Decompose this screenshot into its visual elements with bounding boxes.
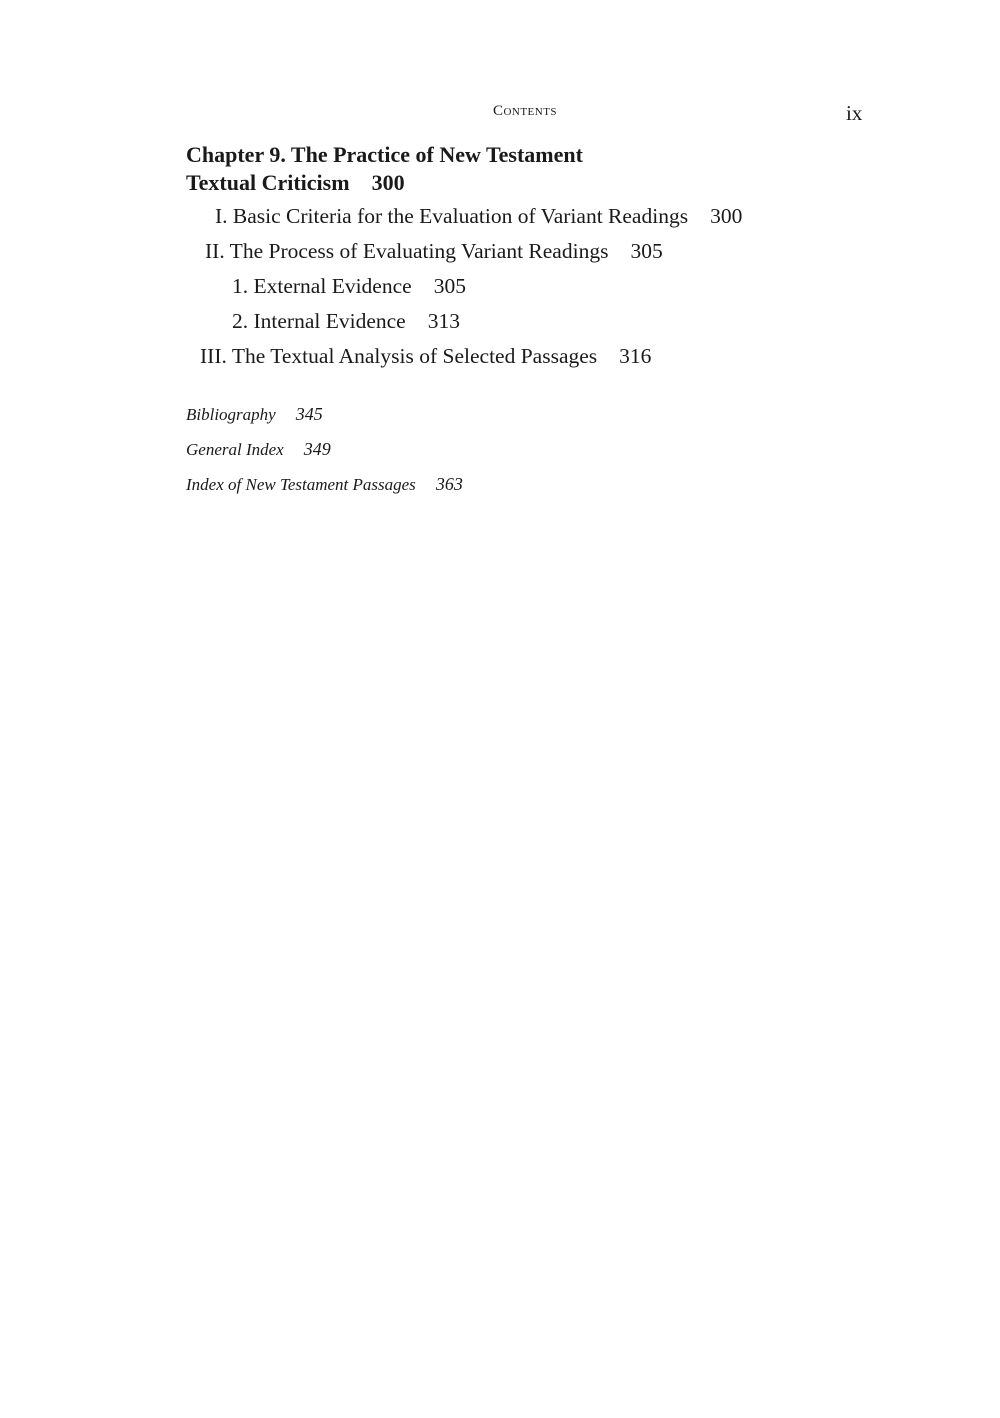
toc-entry-page: 316 xyxy=(619,344,652,368)
back-matter-label: Index of New Testament Passages xyxy=(186,475,416,494)
chapter-page: 300 xyxy=(371,170,405,195)
toc-entry-label: II. The Process of Evaluating Variant Readings xyxy=(205,239,609,263)
chapter-title-line2 xyxy=(186,169,405,197)
back-matter-label: Bibliography xyxy=(186,405,276,424)
back-matter-entry xyxy=(186,473,463,496)
toc-entry-label: III. The Textual Analysis of Selected Passages xyxy=(200,344,598,368)
toc-entry xyxy=(232,273,466,299)
toc-entry xyxy=(200,343,651,369)
toc-entry-page: 300 xyxy=(710,204,743,228)
toc-entry-label: 2. Internal Evidence xyxy=(232,309,406,333)
toc-entry-label: 1. External Evidence xyxy=(232,274,412,298)
back-matter-page: 345 xyxy=(295,404,323,424)
running-header: Contents xyxy=(492,103,558,119)
page-number: ix xyxy=(846,101,863,125)
back-matter-page: 349 xyxy=(303,439,331,459)
back-matter-page: 363 xyxy=(435,474,463,494)
toc-entry-page: 313 xyxy=(427,309,460,333)
chapter-title-text: Textual Criticism xyxy=(186,170,350,195)
toc-entry-label: I. Basic Criteria for the Evaluation of Variant Readings xyxy=(215,204,689,228)
toc-entry xyxy=(232,308,460,334)
toc-entry xyxy=(215,203,742,229)
back-matter-entry xyxy=(186,438,331,461)
back-matter-label: General Index xyxy=(186,440,284,459)
toc-entry-page: 305 xyxy=(630,239,663,263)
chapter-title-line1: Chapter 9. The Practice of New Testament xyxy=(186,142,583,167)
back-matter-entry xyxy=(186,403,323,426)
toc-entry xyxy=(205,238,663,264)
toc-entry-page: 305 xyxy=(433,274,466,298)
